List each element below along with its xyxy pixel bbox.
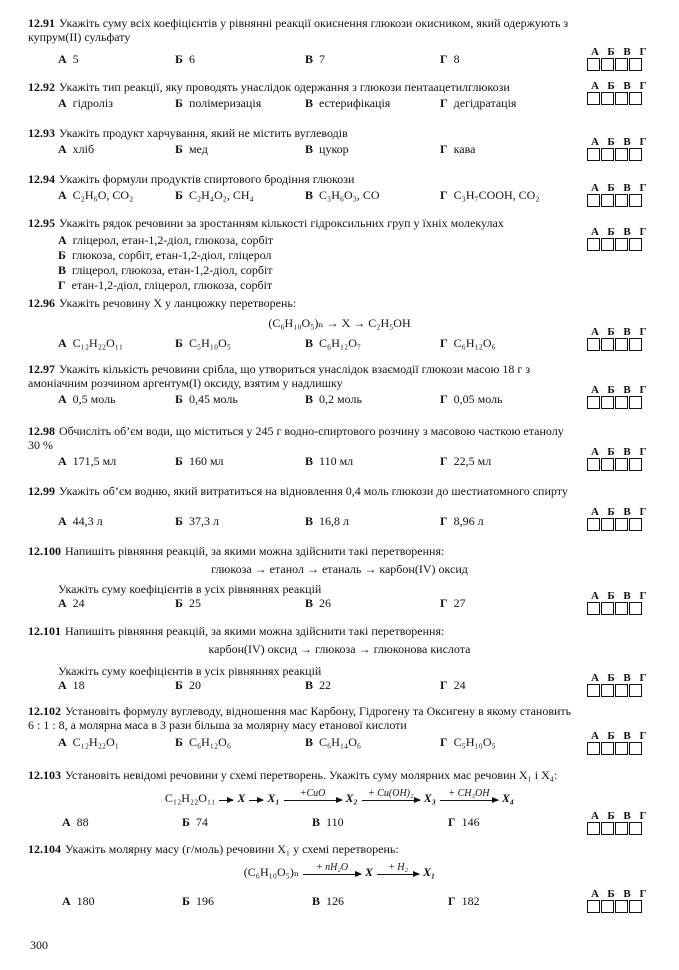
answer-box-d[interactable]	[629, 58, 642, 71]
option-b[interactable]: Б 25	[175, 596, 201, 610]
answer-grid[interactable]: А Б В Г	[587, 672, 667, 697]
answer-grid[interactable]: А Б В Г	[587, 810, 667, 835]
option-b[interactable]: Б C₅H₁₀O₅	[175, 336, 232, 350]
option-a[interactable]: А хліб	[58, 142, 95, 156]
option-b[interactable]: Б полімеризація	[175, 96, 262, 110]
answer-grid[interactable]: А Б В Г	[587, 446, 667, 471]
option-a[interactable]: А C₁₂H₂₂O₁₁	[58, 336, 124, 350]
reaction-scheme: глюкоза → етанол → етаналь → карбон(IV) оксид	[211, 562, 468, 576]
answer-grid[interactable]: А Б В Г	[587, 506, 667, 531]
answer-box-c[interactable]	[615, 58, 628, 71]
option-b[interactable]: Б 0,45 моль	[175, 392, 238, 406]
option-b[interactable]: Б 160 мл	[175, 454, 224, 468]
option-b[interactable]: Б 37,3 л	[175, 514, 219, 528]
option-d[interactable]: Г 8,96 л	[440, 514, 484, 528]
page-number: 300	[30, 938, 48, 952]
option-d[interactable]: Г 182	[448, 894, 480, 908]
option-c[interactable]: В 0,2 моль	[305, 392, 362, 406]
option-c[interactable]: В 22	[305, 678, 332, 692]
question-text: Укажіть суму всіх коефіцієнтів у рівнянні реакції окиснення глюкози окисником, який одержують з купрум(ІІ) сульфату	[28, 16, 569, 44]
option-c[interactable]: В 7	[305, 52, 326, 66]
option-d[interactable]: Г дегідратація	[440, 96, 517, 110]
option-c[interactable]: В C₆H₁₄O₆	[305, 735, 362, 749]
answer-box-b[interactable]	[601, 58, 614, 71]
option-c[interactable]: В 110 мл	[305, 454, 354, 468]
option-d[interactable]: Г 27	[440, 596, 466, 610]
option-d[interactable]: Г етан-1,2-діол, гліцерол, глюкоза, сорбіт	[58, 278, 273, 292]
answer-grid[interactable]: А Б В Г	[587, 326, 667, 351]
option-b[interactable]: Б C₆H₁₂O₆	[175, 735, 232, 749]
answer-grid[interactable]: А Б В Г	[587, 136, 667, 161]
option-a[interactable]: А C₂H₆O, CO₂	[58, 188, 134, 202]
option-a[interactable]: А 180	[62, 894, 95, 908]
option-b[interactable]: Б 196	[182, 894, 214, 908]
option-b[interactable]: Б 74	[182, 815, 208, 829]
option-b[interactable]: Б 20	[175, 678, 201, 692]
reaction-scheme: карбон(IV) оксид → глюкоза → глюконова кислота	[208, 642, 471, 656]
option-b[interactable]: Б мед	[175, 142, 208, 156]
option-a[interactable]: А гліцерол, етан-1,2-діол, глюкоза, сорбіт	[58, 233, 274, 247]
answer-grid[interactable]: А Б В Г	[587, 384, 667, 409]
question-subtext: Укажіть суму коефіцієнтів в усіх рівняннях реакцій	[58, 582, 322, 596]
option-c[interactable]: В 126	[312, 894, 345, 908]
option-c[interactable]: В C₆H₁₂O₇	[305, 336, 362, 350]
option-b[interactable]: Б C₂H₄O₂, CH₄	[175, 188, 254, 202]
option-d[interactable]: Г C₃H₇COOH, CO₂	[440, 188, 540, 202]
option-d[interactable]: Г 22,5 мл	[440, 454, 492, 468]
option-a[interactable]: А 24	[58, 596, 85, 610]
option-c[interactable]: В 16,8 л	[305, 514, 350, 528]
answer-grid[interactable]: А Б В Г	[587, 80, 667, 105]
option-a[interactable]: А гідроліз	[58, 96, 113, 110]
option-d[interactable]: Г 8	[440, 52, 460, 66]
option-c[interactable]: В естерифікація	[305, 96, 391, 110]
option-a[interactable]: А 5	[58, 52, 79, 66]
option-d[interactable]: Г кава	[440, 142, 476, 156]
option-b[interactable]: Б 6	[175, 52, 195, 66]
answer-grid[interactable]: А Б В Г	[587, 46, 667, 71]
option-c[interactable]: В 26	[305, 596, 332, 610]
option-d[interactable]: Г C₆H₁₂O₆	[440, 336, 496, 350]
answer-grid[interactable]: А Б В Г	[587, 226, 667, 251]
option-d[interactable]: Г 0,05 моль	[440, 392, 503, 406]
answer-grid[interactable]: А Б В Г	[587, 730, 667, 755]
option-a[interactable]: А 171,5 мл	[58, 454, 117, 468]
option-a[interactable]: А 0,5 моль	[58, 392, 116, 406]
option-d[interactable]: Г 24	[440, 678, 466, 692]
option-c[interactable]: В 110	[312, 815, 344, 829]
option-c[interactable]: В гліцерол, глюкоза, етан-1,2-діол, сорбіт	[58, 263, 273, 277]
option-c[interactable]: В C₃H₆O₃, CO	[305, 188, 380, 202]
answer-grid[interactable]: А Б В Г	[587, 888, 667, 913]
reaction-scheme: (C₆H₁₀O₅)ₙ + nH₂O X + H₂ X₁	[243, 862, 436, 879]
answer-grid[interactable]: А Б В Г	[587, 182, 667, 207]
question-number: 12.91	[28, 16, 55, 30]
reaction-scheme: C₁₂H₂₂O₁₁ X X₁ +CuO X₂ + Cu(OH)₂ X₃ + CH₃OH X₄	[164, 788, 515, 805]
option-a[interactable]: А C₁₂H₂₂O₁	[58, 735, 119, 749]
reaction-scheme: (C₆H₁₀O₅)ₙ → X → C₂H₅OH	[268, 316, 411, 330]
option-b[interactable]: Б глюкоза, сорбіт, етан-1,2-діол, гліцерол	[58, 248, 272, 262]
option-a[interactable]: А 88	[62, 815, 89, 829]
answer-grid[interactable]: А Б В Г	[587, 590, 667, 615]
option-c[interactable]: В цукор	[305, 142, 349, 156]
question-subtext: Укажіть суму коефіцієнтів в усіх рівняннях реакцій	[58, 664, 322, 678]
answer-box-a[interactable]	[587, 58, 600, 71]
option-d[interactable]: Г 146	[448, 815, 480, 829]
option-a[interactable]: А 18	[58, 678, 85, 692]
option-d[interactable]: Г C₅H₁₀O₅	[440, 735, 496, 749]
option-a[interactable]: А 44,3 л	[58, 514, 103, 528]
